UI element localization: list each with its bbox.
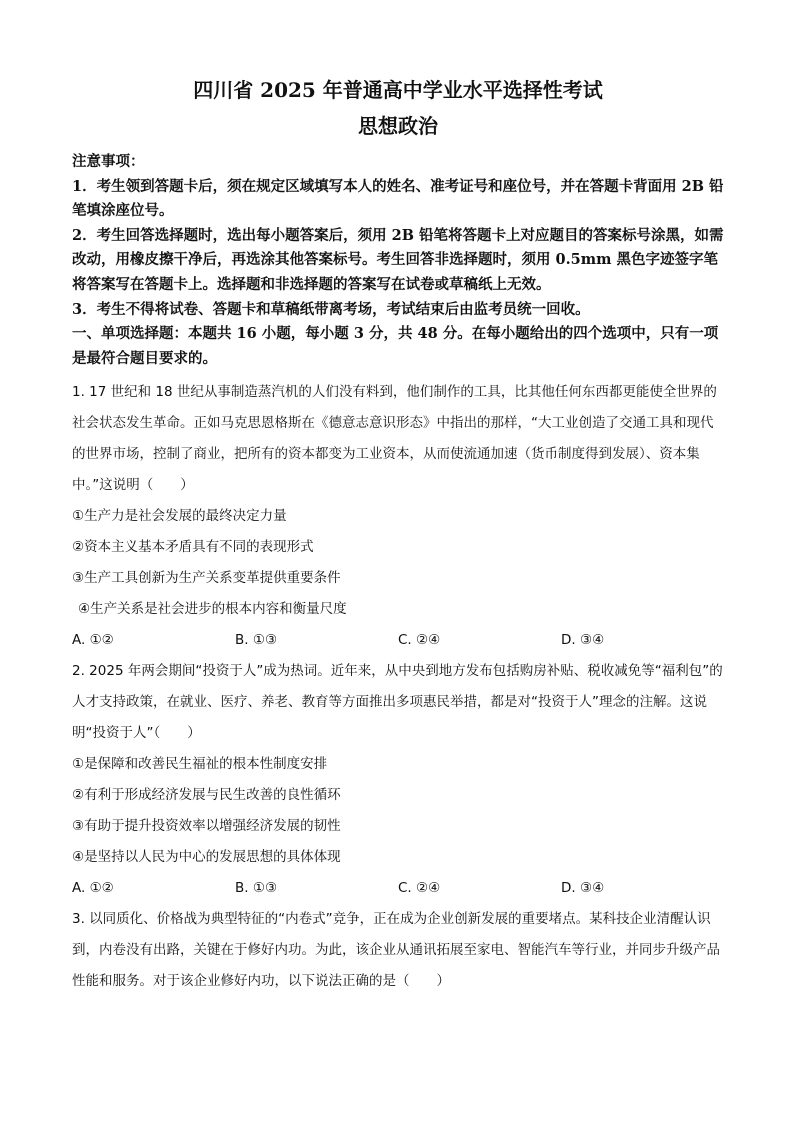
statement-option: ②有利于形成经济发展与民生改善的良性循环 <box>72 787 341 804</box>
note-item: 2．考生回答选择题时，选出每小题答案后，须用 2B 铅笔将答题卡上对应题目的答案标号涂黑，如需改动，用橡皮擦干净后，再选涂其他答案标号。考生回答非选择题时，须用 0.5mm 黑色字迹签字笔将答案写在答题卡上。选择题和非选择题的答案写在试卷或草稿纸上无效。 <box>72 226 724 293</box>
statement-option: ①生产力是社会发展的最终决定力量 <box>72 508 287 525</box>
section-heading: 一、单项选择题：本题共 16 小题，每小题 3 分，共 48 分。在每小题给出的四个选项中，只有一项是最符合题目要求的。 <box>72 325 719 367</box>
note-item: 1．考生领到答题卡后，须在规定区域填写本人的姓名、准考证号和座位号，并在答题卡背面用 2B 铅笔填涂座位号。 <box>72 177 724 220</box>
question-stem: 3. 以同质化、价格战为典型特征的“内卷式”竞争，正在成为企业创新发展的重要堵点。某科技企业清醒认识到，内卷没有出路，关键在于修好内功。为此，该企业从通讯拓展至家电、智能汽车等行业，并同步升级产品性能和服务。对于该企业修好内功，以下说法正确的是（ ） <box>72 911 720 990</box>
choice-b: B. ①③ <box>235 880 278 897</box>
choice-d: D. ③④ <box>561 880 605 897</box>
answer-choices <box>72 873 724 904</box>
statement-option: ③有助于提升投资效率以增强经济发展的韧性 <box>72 818 341 835</box>
statement-option: ④生产关系是社会进步的根本内容和衡量尺度 <box>78 601 347 618</box>
question-1 <box>72 377 724 656</box>
subject-title: 思想政治 <box>358 114 438 138</box>
question-stem: 1. 17 世纪和 18 世纪从事制造蒸汽机的人们没有料到，他们制作的工具，比其他任何东西都更能使全世界的社会状态发生革命。正如马克思恩格斯在《德意志意识形态》中指出的那样，“大工业创造了交通工具和现代的世界市场，控制了商业，把所有的资本都变为工业资本，从而使流通加速（货币制度得到发展）、资本集中。”这说明（ ） <box>72 384 717 494</box>
choice-b: B. ①③ <box>235 632 278 649</box>
choice-a: A. ①② <box>72 880 114 897</box>
question-3 <box>72 904 724 997</box>
statement-option: ①是保障和改善民生福祉的根本性制度安排 <box>72 756 328 773</box>
statement-option: ④是坚持以人民为中心的发展思想的具体体现 <box>72 849 341 866</box>
notes-heading: 注意事项： <box>72 153 145 170</box>
exam-title: 四川省 2025 年普通高中学业水平选择性考试 <box>193 78 603 102</box>
question-stem: 2. 2025 年两会期间“投资于人”成为热词。近年来，从中央到地方发布包括购房补贴、税收减免等“福利包”的人才支持政策，在就业、医疗、养老、教育等方面推出多项惠民举措，都是对“投资于人”理念的注解。这说明“投资于人”（ ） <box>72 663 723 742</box>
choice-c: C. ②④ <box>398 880 441 897</box>
exam-notes <box>72 150 724 371</box>
note-item: 3．考生不得将试卷、答题卡和草稿纸带离考场，考试结束后由监考员统一回收。 <box>72 300 590 318</box>
exam-page <box>72 76 724 997</box>
choice-c: C. ②④ <box>398 632 441 649</box>
choice-d: D. ③④ <box>561 632 605 649</box>
statement-option: ②资本主义基本矛盾具有不同的表现形式 <box>72 539 314 556</box>
question-2 <box>72 656 724 904</box>
statement-option: ③生产工具创新为生产关系变革提供重要条件 <box>72 570 341 587</box>
answer-choices <box>72 625 724 656</box>
choice-a: A. ①② <box>72 632 114 649</box>
